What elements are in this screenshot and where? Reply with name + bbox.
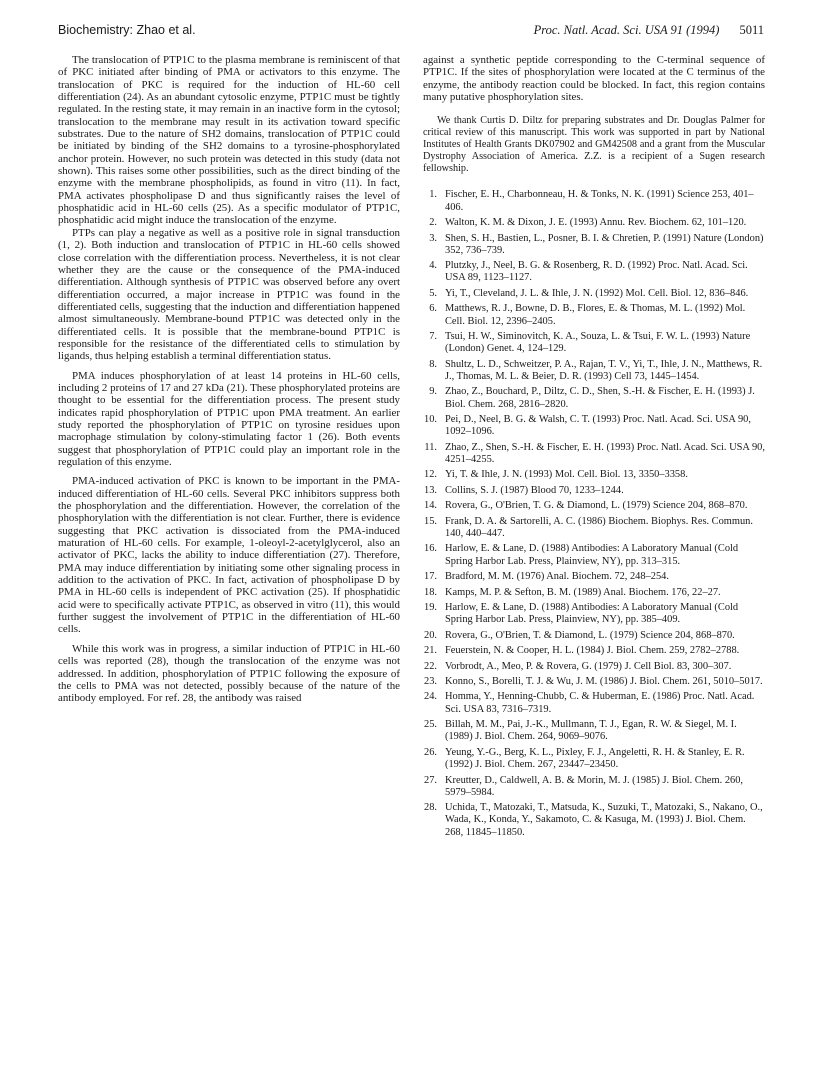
reference-text: Walton, K. M. & Dixon, J. E. (1993) Annu. Rev. Biochem. 62, 101–120. <box>445 217 747 229</box>
reference-text: Harlow, E. & Lane, D. (1988) Antibodies: A Laboratory Manual (Cold Spring Harbor Lab. Press, Plainview, NY), pp. 313–315. <box>445 543 739 567</box>
left-column <box>58 54 400 705</box>
reference-text: Homma, Y., Henning-Chubb, C. & Huberman, E. (1986) Proc. Natl. Acad. Sci. USA 83, 7316–7319. <box>445 691 755 715</box>
reference-item <box>423 802 765 839</box>
reference-number: 5. <box>429 287 437 299</box>
reference-number: 22. <box>424 660 437 672</box>
reference-number: 10. <box>424 414 437 426</box>
reference-text: Vorbrodt, A., Meo, P. & Rovera, G. (1979) J. Cell Biol. 83, 300–307. <box>445 660 732 672</box>
reference-text: Rovera, G., O'Brien, T. G. & Diamond, L. (1979) Science 204, 868–870. <box>445 500 748 512</box>
reference-text: Zhao, Z., Shen, S.-H. & Fischer, E. H. (1993) Proc. Natl. Acad. Sci. USA 90, 4251–4255. <box>445 441 765 465</box>
reference-text: Bradford, M. M. (1976) Anal. Biochem. 72, 248–254. <box>445 571 669 583</box>
paragraph: While this work was in progress, a similar induction of PTP1C in HL-60 cells was reported (28), though the translocation of the enzyme was not addressed. In addition, phosphorylation of PTP1C following the exposure of the cells to PMA was not detected, possibly because of the nature of the antibody employed. For ref. 28, the antibody was raised <box>58 642 400 705</box>
reference-text: Rovera, G., O'Brien, T. & Diamond, L. (1979) Science 204, 868–870. <box>445 629 735 641</box>
reference-text: Yi, T., Cleveland, J. L. & Ihle, J. N. (1992) Mol. Cell. Biol. 12, 836–846. <box>445 287 749 299</box>
reference-text: Uchida, T., Matozaki, T., Matsuda, K., Suzuki, T., Matozaki, S., Nakano, O., Wada, K., Konda, Y., Sakamoto, C. & Kasuga, M. (1993) J. Biol. Chem. 268, 11845–11850. <box>445 802 763 838</box>
reference-number: 17. <box>424 571 437 583</box>
reference-number: 9. <box>429 386 437 398</box>
reference-item <box>423 719 765 744</box>
reference-item <box>423 516 765 541</box>
reference-number: 11. <box>424 441 437 453</box>
reference-number: 7. <box>429 331 437 342</box>
header-section-author: Biochemistry: Zhao et al. <box>58 23 196 37</box>
reference-text: Fischer, E. H., Charbonneau, H. & Tonks, N. K. (1991) Science 253, 401–406. <box>445 189 754 213</box>
reference-text: Kreutter, D., Caldwell, A. B. & Morin, M. J. (1985) J. Biol. Chem. 260, 5979–5984. <box>445 774 744 798</box>
reference-item <box>423 288 765 300</box>
paragraph: The translocation of PTP1C to the plasma membrane is reminiscent of that of PKC initiated after binding of PMA or activators to this enzyme. The translocation of PKC is required for the induction of HL-60 cell differentiation (24). As an abundant cytosolic enzyme, PTP1C must be tightly regulated. In the resting state, it may remain in an inactive form in the cytosol; translocation to the membrane may result in its activation toward specific substrates. Due to the nature of SH2 domains, translocation of PTP1C could be initiated by binding of the SH2 domains to a tyrosine-phosphorylated anchor protein. However, no such protein was detected in this study (data not shown). This raises some other possibilities, such as the direct binding of the enzyme with the membrane phospholipids, as found in vitro (11). In fact, PMA activates phospholipase D and thus significantly raises the level of phosphatidic acid in HL-60 cells (25). As a specific modulator of PTP1C, phosphatidic acid might induce the translocation of the enzyme. <box>58 54 400 227</box>
reference-item <box>423 587 765 599</box>
running-header <box>58 23 764 43</box>
header-journal-info <box>534 23 764 38</box>
reference-number: 14. <box>424 500 437 512</box>
paragraph: PMA-induced activation of PKC is known to be important in the PMA-induced differentiation of HL-60 cells. Several PKC inhibitors suppress both the phosphorylation and the differentiation. However, the correlation of the phosphorylation with the differentiation is not clear. Further, there is evidence suggesting that PKC activation is dissociated from the PMA-induced maturation of HL-60 cells. For example, 1-oleoyl-2-acetylglycerol, also an activator of PKC, lacks the ability to induce differentiation (27). Therefore, PMA may induce differentiation by initiating some other signaling process in addition to the activation of PKC. In fact, activation of phospholipase D by PMA in HL-60 cells is independent of PKC activation (25). If phosphatidic acid were to specifically activate PTP1C, as observed in vitro (11), this would further suggest the involvement of PTP1C in the differentiation of HL-60 cells. <box>58 475 400 636</box>
reference-number: 6. <box>429 303 437 315</box>
reference-item <box>423 260 765 285</box>
reference-number: 15. <box>424 515 437 527</box>
reference-number: 24. <box>424 691 437 703</box>
reference-item <box>423 414 765 439</box>
reference-item <box>423 543 765 568</box>
reference-item <box>423 386 765 411</box>
reference-text: Collins, S. J. (1987) Blood 70, 1233–1244. <box>445 484 624 496</box>
reference-text: Tsui, H. W., Siminovitch, K. A., Souza, L. & Tsui, F. W. L. (1993) Nature (London) Genet. 4, 124–129. <box>445 331 751 355</box>
reference-number: 26. <box>424 746 437 758</box>
reference-item <box>423 747 765 772</box>
reference-text: Pei, D., Neel, B. G. & Walsh, C. T. (1993) Proc. Natl. Acad. Sci. USA 90, 1092–1096. <box>445 414 751 438</box>
reference-text: Matthews, R. J., Bowne, D. B., Flores, E. & Thomas, M. L. (1992) Mol. Cell. Biol. 12, 2396–2405. <box>445 303 746 327</box>
reference-item <box>423 661 765 673</box>
reference-item <box>423 500 765 512</box>
reference-item <box>423 189 765 214</box>
reference-text: Konno, S., Borelli, T. J. & Wu, J. M. (1986) J. Biol. Chem. 261, 5010–5017. <box>445 676 763 687</box>
reference-item <box>423 469 765 481</box>
reference-number: 18. <box>424 586 437 598</box>
reference-list <box>423 189 765 839</box>
reference-number: 8. <box>429 358 437 370</box>
reference-item <box>423 691 765 716</box>
acknowledgment: We thank Curtis D. Diltz for preparing substrates and Dr. Douglas Palmer for critical review of this manuscript. This work was supported in part by National Institutes of Health Grants DK07902 and GM42508 and a grant from the Muscular Dystrophy Association of America. Z.Z. is a recipient of a Sugen research fellowship. <box>423 115 765 175</box>
reference-number: 2. <box>429 217 437 229</box>
reference-number: 21. <box>424 645 437 657</box>
reference-number: 3. <box>429 232 437 244</box>
paragraph: PMA induces phosphorylation of at least 14 proteins in HL-60 cells, including 2 proteins of 17 and 27 kDa (21). These phosphorylated proteins are thought to be essential for the differentiation process. The present study indicates rapid phosphorylation of PTP1C upon PMA treatment. An earlier study reported the phosphorylation of PTP1C on tyrosine residues upon macrophage stimulation by colony-stimulating factor 1 (26). Both events suggest that phosphorylation of PTP1C could play an important role in the regulation of this enzyme. <box>58 369 400 468</box>
reference-number: 23. <box>424 676 437 687</box>
right-column <box>423 54 765 842</box>
reference-text: Yi, T. & Ihle, J. N. (1993) Mol. Cell. Biol. 13, 3350–3358. <box>445 469 688 481</box>
reference-item <box>423 602 765 627</box>
reference-text: Shen, S. H., Bastien, L., Posner, B. I. & Chretien, P. (1991) Nature (London) 352, 736–739. <box>445 232 764 256</box>
reference-number: 12. <box>424 469 437 481</box>
paragraph-continuation: against a synthetic peptide corresponding to the C-terminal sequence of PTP1C. If the sites of phosphorylation were located at the C terminus of the enzyme, the antibody reaction could be blocked. In fact, this region contains many putative phosphorylation sites. <box>423 54 765 104</box>
reference-item <box>423 359 765 384</box>
reference-item <box>423 331 765 356</box>
reference-text: Kamps, M. P. & Sefton, B. M. (1989) Anal. Biochem. 176, 22–27. <box>445 586 721 598</box>
reference-text: Harlow, E. & Lane, D. (1988) Antibodies: A Laboratory Manual (Cold Spring Harbor Lab. Press, Plainview, NY), pp. 385–409. <box>445 602 739 626</box>
reference-number: 19. <box>424 602 437 613</box>
reference-text: Frank, D. A. & Sartorelli, A. C. (1986) Biochem. Biophys. Res. Commun. 140, 440–447. <box>445 515 753 539</box>
reference-text: Shultz, L. D., Schweitzer, P. A., Rajan, T. V., Yi, T., Ihle, J. N., Matthews, R. J., Thomas, M. L. & Beier, D. R. (1993) Cell 73, 1445–1454. <box>445 358 763 382</box>
reference-item <box>423 630 765 642</box>
reference-item <box>423 485 765 497</box>
reference-item <box>423 645 765 657</box>
reference-number: 28. <box>424 802 437 814</box>
reference-item <box>423 571 765 583</box>
reference-number: 16. <box>424 543 437 555</box>
reference-item <box>423 442 765 467</box>
reference-item <box>423 217 765 229</box>
reference-number: 4. <box>429 260 437 272</box>
reference-text: Feuerstein, N. & Cooper, H. L. (1984) J. Biol. Chem. 259, 2782–2788. <box>445 645 740 657</box>
reference-number: 25. <box>424 719 437 731</box>
reference-text: Yeung, Y.-G., Berg, K. L., Pixley, F. J., Angeletti, R. H. & Stanley, E. R. (1992) J. Biol. Chem. 267, 23447–23450. <box>445 746 745 771</box>
reference-number: 27. <box>424 774 437 786</box>
reference-number: 1. <box>429 189 437 201</box>
reference-text: Plutzky, J., Neel, B. G. & Rosenberg, R. D. (1992) Proc. Natl. Acad. Sci. USA 89, 1123–1127. <box>445 260 748 284</box>
reference-number: 13. <box>424 484 437 496</box>
reference-item <box>423 775 765 800</box>
reference-text: Zhao, Z., Bouchard, P., Diltz, C. D., Shen, S.-H. & Fischer, E. H. (1993) J. Biol. Chem. 268, 2816–2820. <box>445 386 755 410</box>
paragraph: PTPs can play a negative as well as a positive role in signal transduction (1, 2). Both induction and translocation of PTP1C in HL-60 cells showed close correlation with the differentiation process. Nevertheless, it is not clear whether they are the cause or the consequence of the PMA-induced differentiation. Although synthesis of PTP1C was observed before any overt differentiation occurred, a major increase in PTP1C was found in the differentiated cells, suggesting that the induction and differentiation happened almost simultaneously. Membrane-bound PTP1C was detected only in the differentiated cells. It is possible that the membrane-bound PTP1C is responsible for the resistance of the differentiated cells to stimulation by ligands, thus helping establish a terminal differentiation status. <box>58 226 400 363</box>
reference-text: Billah, M. M., Pai, J.-K., Mullmann, T. J., Egan, R. W. & Siegel, M. I. (1989) J. Biol. Chem. 264, 9069–9076. <box>445 719 737 743</box>
page-number: 5011 <box>739 23 764 37</box>
header-journal: Proc. Natl. Acad. Sci. USA 91 (1994) <box>533 23 720 37</box>
reference-item <box>423 303 765 328</box>
reference-number: 20. <box>424 629 437 641</box>
reference-item <box>423 233 765 258</box>
reference-item <box>423 676 765 688</box>
